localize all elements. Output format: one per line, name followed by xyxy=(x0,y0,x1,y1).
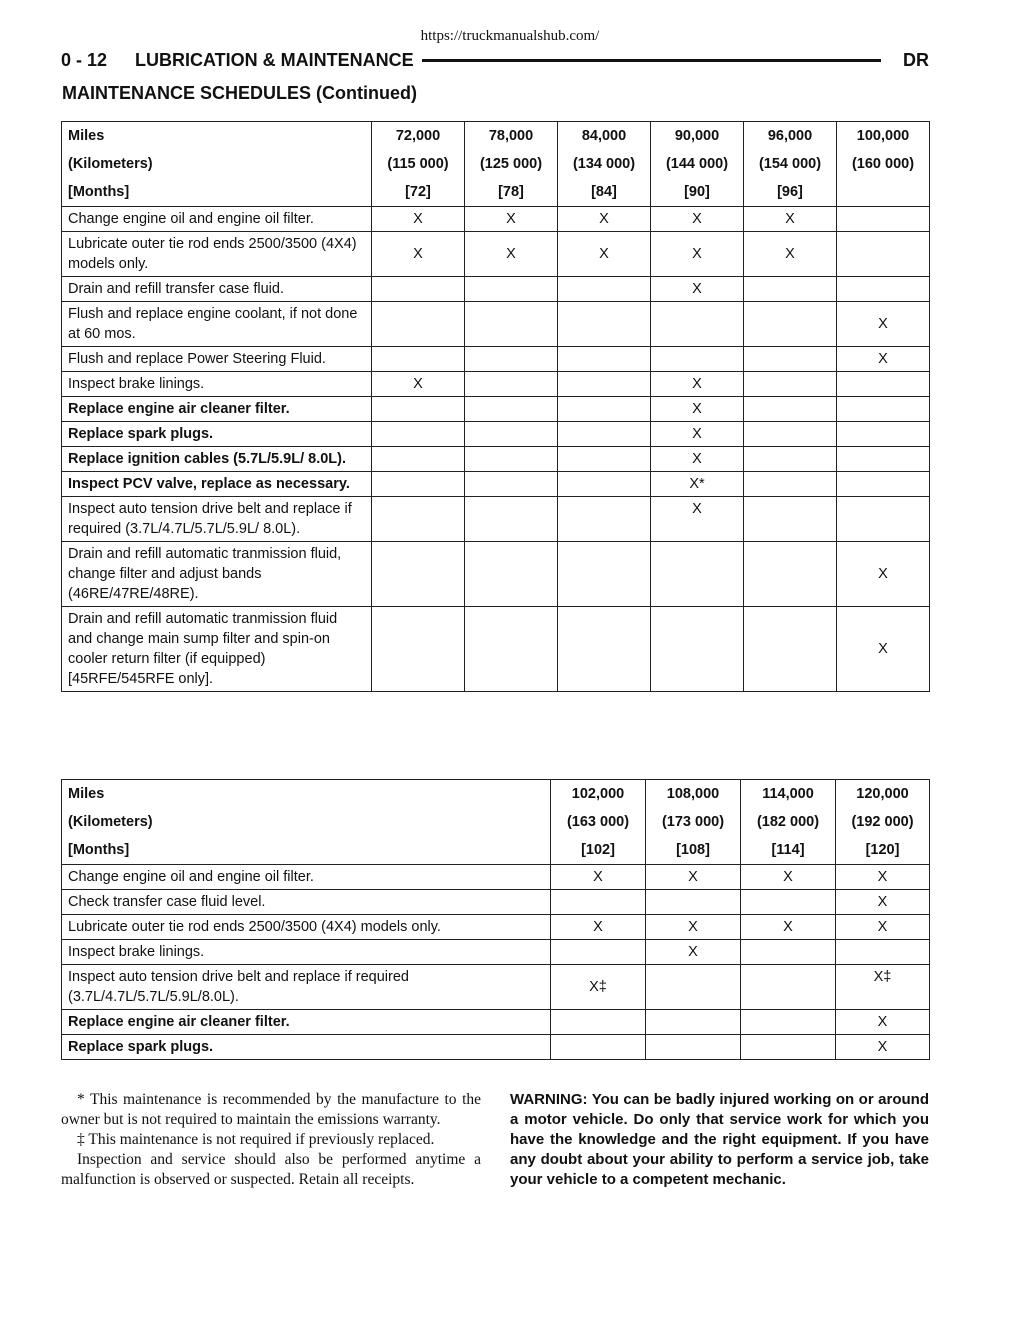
mark-cell: X xyxy=(741,915,836,940)
section-title: LUBRICATION & MAINTENANCE xyxy=(135,49,414,70)
page-number: 0 - 12 xyxy=(61,49,108,70)
mark-cell xyxy=(837,447,930,472)
mark-cell xyxy=(646,965,741,1010)
mark-cell xyxy=(837,472,930,497)
mark-cell xyxy=(646,1035,741,1060)
mark-cell xyxy=(744,277,837,302)
table-row xyxy=(62,865,930,890)
task-cell: Inspect PCV valve, replace as necessary. xyxy=(62,472,372,497)
mark-cell: X xyxy=(551,915,646,940)
mark-cell xyxy=(372,497,465,542)
mark-cell: X xyxy=(646,915,741,940)
task-cell: Replace spark plugs. xyxy=(62,1035,551,1060)
mark-cell xyxy=(465,542,558,607)
table-row xyxy=(62,207,930,232)
mark-cell xyxy=(744,472,837,497)
mark-cell: X xyxy=(651,207,744,232)
mark-cell xyxy=(646,1010,741,1035)
mark-cell xyxy=(558,607,651,692)
mark-cell xyxy=(372,277,465,302)
task-cell: Drain and refill automatic tranmission fluid and change main sump filter and spin-on cooler return filter (if equipped) [45RFE/545RFE only]. xyxy=(62,607,372,692)
header-miles-value: 114,000 xyxy=(741,780,836,809)
page-subtitle: MAINTENANCE SCHEDULES (Continued) xyxy=(62,83,417,103)
mark-cell xyxy=(744,607,837,692)
header-label-kilometers: (Kilometers) xyxy=(62,808,551,836)
mark-cell xyxy=(558,542,651,607)
header-months-value: [102] xyxy=(551,836,646,865)
mark-cell: X xyxy=(651,447,744,472)
mark-cell: X xyxy=(465,207,558,232)
mark-cell xyxy=(551,940,646,965)
header-miles-value: 84,000 xyxy=(558,122,651,151)
schedule-table-1 xyxy=(61,121,930,692)
mark-cell xyxy=(558,302,651,347)
mark-cell xyxy=(558,277,651,302)
source-url[interactable]: https://truckmanualshub.com/ xyxy=(420,28,600,44)
mark-cell: X xyxy=(837,347,930,372)
task-cell: Inspect auto tension drive belt and replace if required (3.7L/4.7L/5.7L/5.9L/8.0L). xyxy=(62,965,551,1010)
mark-cell xyxy=(837,277,930,302)
header-months-value: [114] xyxy=(741,836,836,865)
header-miles-value: 78,000 xyxy=(465,122,558,151)
mark-cell xyxy=(837,397,930,422)
mark-cell xyxy=(741,890,836,915)
footnote-inspection: Inspection and service should also be performed anytime a malfunction is observed or suspected. Retain all receipts. xyxy=(61,1151,481,1188)
task-cell: Drain and refill transfer case fluid. xyxy=(62,277,372,302)
table-row xyxy=(62,232,930,277)
header-label-months: [Months] xyxy=(62,178,372,207)
task-cell: Flush and replace engine coolant, if not done at 60 mos. xyxy=(62,302,372,347)
header-row-kilometers xyxy=(62,808,930,836)
task-cell: Replace engine air cleaner filter. xyxy=(62,397,372,422)
mark-cell: X xyxy=(836,1035,930,1060)
mark-cell xyxy=(744,347,837,372)
mark-cell xyxy=(558,472,651,497)
header-label-miles: Miles xyxy=(62,780,551,809)
mark-cell xyxy=(744,542,837,607)
mark-cell: X xyxy=(646,940,741,965)
header-kilometers-value: (192 000) xyxy=(836,808,930,836)
mark-cell xyxy=(465,422,558,447)
header-miles-value: 120,000 xyxy=(836,780,930,809)
mark-cell xyxy=(465,447,558,472)
mark-cell: X xyxy=(651,397,744,422)
mark-cell xyxy=(837,497,930,542)
table-row xyxy=(62,472,930,497)
task-cell: Lubricate outer tie rod ends 2500/3500 (4X4) models only. xyxy=(62,232,372,277)
header-row-miles xyxy=(62,780,930,809)
header-months-value: [84] xyxy=(558,178,651,207)
mark-cell xyxy=(558,347,651,372)
header-rule xyxy=(422,59,881,62)
mark-cell xyxy=(741,1010,836,1035)
header-kilometers-value: (134 000) xyxy=(558,150,651,178)
header-row-months xyxy=(62,178,930,207)
mark-cell: X xyxy=(651,232,744,277)
task-cell: Change engine oil and engine oil filter. xyxy=(62,865,551,890)
header-label-months: [Months] xyxy=(62,836,551,865)
mark-cell xyxy=(651,542,744,607)
mark-cell: X xyxy=(741,865,836,890)
table-row xyxy=(62,1010,930,1035)
mark-cell: X xyxy=(651,497,744,542)
mark-cell xyxy=(837,207,930,232)
mark-cell xyxy=(551,1010,646,1035)
mark-cell xyxy=(651,347,744,372)
mark-cell xyxy=(465,277,558,302)
mark-cell: X xyxy=(651,422,744,447)
header-label-miles: Miles xyxy=(62,122,372,151)
mark-cell: X xyxy=(744,207,837,232)
mark-cell: X xyxy=(836,915,930,940)
mark-cell xyxy=(744,422,837,447)
mark-cell: X xyxy=(744,232,837,277)
mark-cell: X xyxy=(836,890,930,915)
mark-cell xyxy=(744,372,837,397)
table-row xyxy=(62,397,930,422)
mark-cell xyxy=(558,372,651,397)
mark-cell: X xyxy=(558,232,651,277)
table-row xyxy=(62,302,930,347)
mark-cell xyxy=(372,607,465,692)
mark-cell xyxy=(551,1035,646,1060)
table-row xyxy=(62,422,930,447)
mark-cell xyxy=(744,302,837,347)
mark-cell: X xyxy=(651,277,744,302)
mark-cell xyxy=(741,965,836,1010)
mark-cell xyxy=(837,232,930,277)
mark-cell: X xyxy=(651,372,744,397)
task-cell: Replace spark plugs. xyxy=(62,422,372,447)
mark-cell: X* xyxy=(651,472,744,497)
header-row-kilometers xyxy=(62,150,930,178)
mark-cell: X xyxy=(836,1010,930,1035)
table-row xyxy=(62,497,930,542)
table-row xyxy=(62,542,930,607)
mark-cell xyxy=(558,447,651,472)
header-miles-value: 72,000 xyxy=(372,122,465,151)
header-months-value: [108] xyxy=(646,836,741,865)
header-months-value: [78] xyxy=(465,178,558,207)
table-row xyxy=(62,372,930,397)
mark-cell xyxy=(741,1035,836,1060)
header-miles-value: 108,000 xyxy=(646,780,741,809)
header-kilometers-value: (182 000) xyxy=(741,808,836,836)
mark-cell xyxy=(372,422,465,447)
mark-cell xyxy=(836,940,930,965)
mark-cell xyxy=(465,347,558,372)
mark-cell xyxy=(837,372,930,397)
mark-cell xyxy=(465,397,558,422)
header-row-months xyxy=(62,836,930,865)
mark-cell xyxy=(465,372,558,397)
task-cell: Check transfer case fluid level. xyxy=(62,890,551,915)
table-row xyxy=(62,940,930,965)
mark-cell: X xyxy=(372,372,465,397)
mark-cell xyxy=(465,472,558,497)
mark-cell xyxy=(744,397,837,422)
header-months-value: [90] xyxy=(651,178,744,207)
task-cell: Replace ignition cables (5.7L/5.9L/ 8.0L). xyxy=(62,447,372,472)
mark-cell xyxy=(465,607,558,692)
table-row xyxy=(62,965,930,1010)
mark-cell xyxy=(372,302,465,347)
model-code: DR xyxy=(903,49,929,70)
header-miles-value: 100,000 xyxy=(837,122,930,151)
table-row xyxy=(62,1035,930,1060)
mark-cell xyxy=(372,397,465,422)
mark-cell xyxy=(744,497,837,542)
header-kilometers-value: (125 000) xyxy=(465,150,558,178)
mark-cell xyxy=(558,497,651,542)
mark-cell xyxy=(558,397,651,422)
mark-cell xyxy=(651,607,744,692)
table-row xyxy=(62,277,930,302)
task-cell: Flush and replace Power Steering Fluid. xyxy=(62,347,372,372)
mark-cell: X xyxy=(837,302,930,347)
mark-cell xyxy=(372,472,465,497)
footnote-double-dagger: ‡ This maintenance is not required if previously replaced. xyxy=(77,1131,435,1148)
header-kilometers-value: (160 000) xyxy=(837,150,930,178)
table-row xyxy=(62,890,930,915)
header-miles-value: 90,000 xyxy=(651,122,744,151)
task-cell: Replace engine air cleaner filter. xyxy=(62,1010,551,1035)
mark-cell: X xyxy=(837,542,930,607)
mark-cell: X xyxy=(558,207,651,232)
table-row xyxy=(62,607,930,692)
header-miles-value: 102,000 xyxy=(551,780,646,809)
task-cell: Change engine oil and engine oil filter. xyxy=(62,207,372,232)
mark-cell xyxy=(558,422,651,447)
mark-cell xyxy=(372,542,465,607)
task-cell: Drain and refill automatic tranmission fluid, change filter and adjust bands (46RE/47RE/48RE). xyxy=(62,542,372,607)
mark-cell: X‡ xyxy=(551,965,646,1010)
table-row xyxy=(62,915,930,940)
mark-cell: X xyxy=(551,865,646,890)
header-label-kilometers: (Kilometers) xyxy=(62,150,372,178)
task-cell: Lubricate outer tie rod ends 2500/3500 (4X4) models only. xyxy=(62,915,551,940)
mark-cell: X xyxy=(837,607,930,692)
table-row xyxy=(62,447,930,472)
page-header xyxy=(61,48,929,72)
mark-cell xyxy=(651,302,744,347)
task-cell: Inspect brake linings. xyxy=(62,940,551,965)
mark-cell xyxy=(837,422,930,447)
footnote-asterisk: * This maintenance is recommended by the manufacture to the owner but is not required to maintain the emissions warranty. xyxy=(61,1091,481,1128)
mark-cell xyxy=(744,447,837,472)
mark-cell: X xyxy=(646,865,741,890)
task-cell: Inspect brake linings. xyxy=(62,372,372,397)
mark-cell: X‡ xyxy=(836,965,930,1010)
header-kilometers-value: (163 000) xyxy=(551,808,646,836)
mark-cell xyxy=(372,347,465,372)
footnotes xyxy=(61,1090,481,1190)
header-months-value xyxy=(837,178,930,207)
header-kilometers-value: (115 000) xyxy=(372,150,465,178)
mark-cell xyxy=(465,302,558,347)
header-months-value: [120] xyxy=(836,836,930,865)
warning-text: WARNING: You can be badly injured working on or around a motor vehicle. Do only that service work for which you have the knowledge and the right equipment. If you have any doubt about your ability to perform a service job, take your vehicle to a competent mechanic. xyxy=(510,1091,929,1188)
header-months-value: [72] xyxy=(372,178,465,207)
mark-cell: X xyxy=(372,207,465,232)
mark-cell: X xyxy=(836,865,930,890)
table-row xyxy=(62,347,930,372)
mark-cell xyxy=(741,940,836,965)
mark-cell: X xyxy=(372,232,465,277)
header-kilometers-value: (144 000) xyxy=(651,150,744,178)
header-kilometers-value: (154 000) xyxy=(744,150,837,178)
mark-cell xyxy=(372,447,465,472)
header-months-value: [96] xyxy=(744,178,837,207)
header-kilometers-value: (173 000) xyxy=(646,808,741,836)
schedule-table-2 xyxy=(61,779,930,1060)
mark-cell xyxy=(465,497,558,542)
mark-cell xyxy=(646,890,741,915)
mark-cell xyxy=(551,890,646,915)
header-row-miles xyxy=(62,122,930,151)
header-miles-value: 96,000 xyxy=(744,122,837,151)
task-cell: Inspect auto tension drive belt and replace if required (3.7L/4.7L/5.7L/5.9L/ 8.0L). xyxy=(62,497,372,542)
mark-cell: X xyxy=(465,232,558,277)
